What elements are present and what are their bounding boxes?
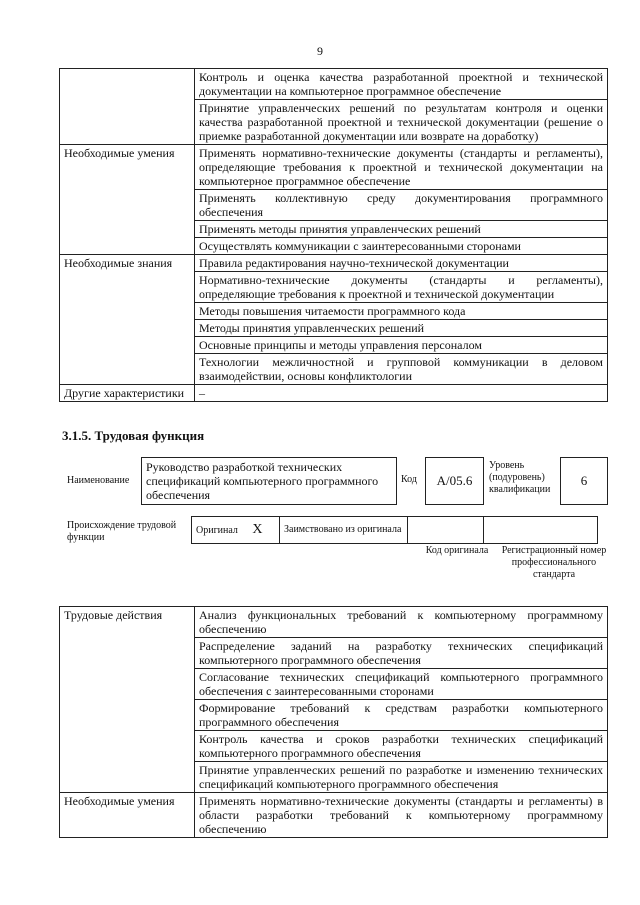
code-original-cell <box>408 517 484 544</box>
code-label: Код <box>401 474 417 485</box>
row-label: Необходимые умения <box>60 793 195 838</box>
row-item: Применять методы принятия управленческих решений <box>195 221 608 238</box>
borrowed-cell: Заимствовано из оригинала <box>280 517 408 544</box>
row-item: Анализ функциональных требований к компьютерному программному обеспечению <box>195 607 608 638</box>
table-row <box>60 607 608 638</box>
row-item: Принятие управленческих решений по разработке и изменению технических спецификаций компьютерного программного обеспечения <box>195 762 608 793</box>
row-item: Формирование требований к средствам разработки компьютерного программного обеспечения <box>195 700 608 731</box>
table-row <box>60 793 608 838</box>
labor-function-table <box>59 606 608 838</box>
row-item: Применять нормативно-технические документы (стандарты и регламенты) в области разработки требований к компьютерному программному обеспечению <box>195 793 608 838</box>
level-label: Уровень (подуровень) квалификации <box>489 460 551 495</box>
row-item: Правила редактирования научно-технической документации <box>195 255 608 272</box>
function-code-value: A/05.6 <box>425 457 484 505</box>
row-item: Принятие управленческих решений по результатам контроля и оценки качества разработанной проектной и технической документации (решение о приемке разработанной документации или возврате на доработку) <box>195 100 608 145</box>
table-row <box>60 69 608 100</box>
row-item: Применять нормативно-технические документы (стандарты и регламенты), определяющие требования к проектной и технической документации на компьютерное программное обеспечение <box>195 145 608 190</box>
row-item: Применять коллективную среду документирования программного обеспечения <box>195 190 608 221</box>
top-requirements-table <box>59 68 608 402</box>
row-item: Осуществлять коммуникации с заинтересованными сторонами <box>195 238 608 255</box>
reg-number-caption: Регистрационный номер профессионального стандарта <box>501 545 607 580</box>
qualification-level-value: 6 <box>560 457 608 505</box>
row-item: Контроль и оценка качества разработанной проектной и технической документации на компьютерное программное обеспечение <box>195 69 608 100</box>
page-number: 9 <box>317 44 323 58</box>
function-name-value: Руководство разработкой технических спецификаций компьютерного программного обеспечения <box>146 460 379 502</box>
original-label: Оригинал <box>196 524 238 536</box>
row-item: Нормативно-технические документы (стандарты и регламенты), определяющие требования к проектной и технической документации <box>195 272 608 303</box>
origin-label: Происхождение трудовой функции <box>67 520 177 543</box>
origin-table <box>191 516 598 544</box>
name-label: Наименование <box>67 475 130 486</box>
code-original-caption: Код оригинала <box>425 545 489 556</box>
table-row <box>60 385 608 402</box>
row-item: – <box>195 385 608 402</box>
row-item: Технологии межличностной и групповой коммуникации в деловом взаимодействии, основы конфликтологии <box>195 354 608 385</box>
original-mark: X <box>252 521 263 537</box>
row-label: Другие характеристики <box>60 385 195 402</box>
table-row <box>60 145 608 190</box>
row-label: Необходимые знания <box>60 255 195 385</box>
table-row <box>60 255 608 272</box>
row-item: Основные принципы и методы управления персоналом <box>195 337 608 354</box>
original-cell <box>192 517 280 544</box>
function-name-box <box>141 457 397 505</box>
row-item: Контроль качества и сроков разработки технических спецификаций компьютерного программного обеспечения <box>195 731 608 762</box>
row-item: Согласование технических спецификаций компьютерного программного обеспечения с заинтересованными сторонами <box>195 669 608 700</box>
row-label <box>60 69 195 145</box>
row-item: Методы принятия управленческих решений <box>195 320 608 337</box>
row-label: Трудовые действия <box>60 607 195 793</box>
section-title: 3.1.5. Трудовая функция <box>62 428 205 443</box>
row-item: Распределение заданий на разработку технических спецификаций компьютерного программного обеспечения <box>195 638 608 669</box>
row-label: Необходимые умения <box>60 145 195 255</box>
row-item: Методы повышения читаемости программного кода <box>195 303 608 320</box>
reg-number-cell <box>484 517 598 544</box>
